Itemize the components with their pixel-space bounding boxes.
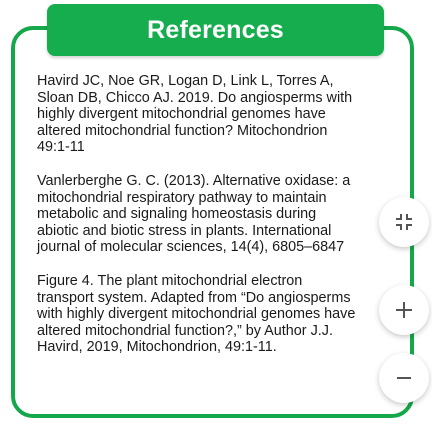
collapse-icon [393, 211, 415, 233]
minus-icon [393, 367, 415, 389]
title-banner [47, 4, 384, 56]
reference-item: Figure 4. The plant mitochondrial electron transport system. Adapted from “Do angiosperms with highly divergent mitochondrial genomes have altered mitochondrial function?,” by Author J.J. Havird, 2019, Mitochondrion, 49:1-11. [37, 272, 356, 356]
reference-item: Vanlerberghe G. C. (2013). Alternative oxidase: a mitochondrial respiratory pathway to maintain metabolic and signaling homeostasis during abiotic and biotic stress in plants. International journal of molecular sciences, 14(4), 6805–6847 [37, 172, 351, 256]
collapse-button[interactable] [379, 197, 429, 247]
zoom-out-button[interactable] [379, 353, 429, 403]
page-title: References [147, 15, 284, 44]
reference-item: Havird JC, Noe GR, Logan D, Link L, Torres A, Sloan DB, Chicco AJ. 2019. Do angiosperms with highly divergent mitochondrial genomes have altered mitochondrial function? Mitochondrion 49:1-11 [37, 73, 353, 156]
zoom-in-button[interactable] [379, 285, 429, 335]
plus-icon [393, 299, 415, 321]
reference-list [37, 73, 397, 373]
